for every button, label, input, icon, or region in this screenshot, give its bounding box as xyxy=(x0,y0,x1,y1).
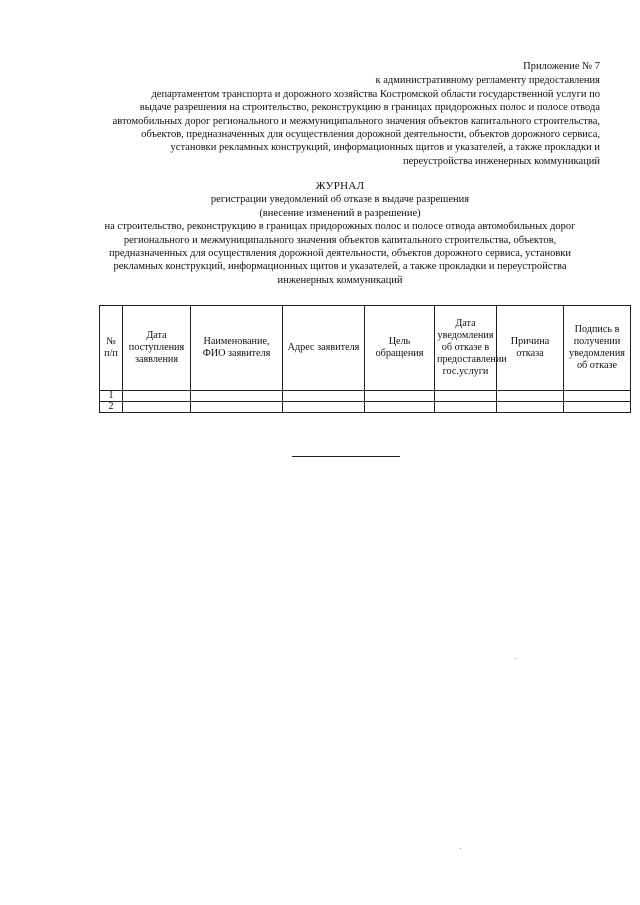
appendix-line: объектов, предназначенных для осуществления дорожной деятельности, объектов дорожного сервиса, xyxy=(141,129,600,141)
col-header-applicant-name: Наименование, ФИО заявителя xyxy=(191,306,283,391)
scan-speck xyxy=(460,848,461,849)
col-header-purpose: Цель обращения xyxy=(365,306,435,391)
table-cell xyxy=(283,402,365,413)
table-cell: 1 xyxy=(100,391,123,402)
appendix-header xyxy=(40,60,600,168)
table-cell xyxy=(564,402,631,413)
col-header-signature: Подпись в получении уведомления об отказе xyxy=(564,306,631,391)
table-cell: 2 xyxy=(100,402,123,413)
col-header-receipt-date: Дата поступления заявления xyxy=(123,306,191,391)
table-cell xyxy=(123,402,191,413)
table-cell xyxy=(283,391,365,402)
col-header-notice-date: Дата уведомления об отказе в предоставлении гос.услуги xyxy=(435,306,497,391)
journal-heading xyxy=(90,180,590,287)
table-cell xyxy=(497,391,564,402)
journal-title: ЖУРНАЛ xyxy=(315,180,365,192)
separator-line xyxy=(292,456,400,457)
appendix-line: установки рекламных конструкций, информационных щитов и указателей, а также прокладки и xyxy=(170,142,600,154)
table-cell xyxy=(435,402,497,413)
table-cell xyxy=(564,391,631,402)
appendix-line: автомобильных дорог регионального и межмуниципального значения объектов капитального строительства, xyxy=(112,115,600,127)
table-row xyxy=(100,391,631,402)
appendix-line: к административному регламенту предоставления xyxy=(375,75,600,87)
table-row xyxy=(100,402,631,413)
journal-line: регионального и межмуниципального значения объектов капитального строительства, объектов, xyxy=(123,234,557,246)
col-header-refusal-reason: Причина отказа xyxy=(497,306,564,391)
journal-line: регистрации уведомлений об отказе в выдаче разрешения xyxy=(210,194,470,206)
table-cell xyxy=(191,391,283,402)
table-cell xyxy=(191,402,283,413)
journal-line: на строительство, реконструкцию в границах придорожных полос и полосе отвода автомобильных дорог xyxy=(104,221,576,233)
journal-line: рекламных конструкций, информационных щитов и указателей, а также прокладки и переустройства xyxy=(113,261,567,273)
journal-line: (внесение изменений в разрешение) xyxy=(259,207,421,219)
registration-table xyxy=(99,305,631,413)
table-cell xyxy=(435,391,497,402)
table-header-row xyxy=(100,306,631,391)
table-cell xyxy=(365,402,435,413)
journal-line: инженерных коммуникаций xyxy=(277,274,403,286)
appendix-line: переустройства инженерных коммуникаций xyxy=(403,155,600,167)
table-cell xyxy=(123,391,191,402)
table-cell xyxy=(497,402,564,413)
col-header-number: № п/п xyxy=(100,306,123,391)
appendix-line: выдаче разрешения на строительство, реконструкцию в границах придорожных полос и полосе отвода xyxy=(139,102,600,114)
table-cell xyxy=(365,391,435,402)
col-header-applicant-address: Адрес заявителя xyxy=(283,306,365,391)
journal-line: предназначенных для осуществления дорожной деятельности, объектов дорожного сервиса, установки xyxy=(108,248,572,260)
appendix-number: Приложение № 7 xyxy=(523,61,600,72)
scan-speck xyxy=(515,658,516,659)
appendix-line: департаментом транспорта и дорожного хозяйства Костромской области государственной услуги по xyxy=(151,88,600,100)
